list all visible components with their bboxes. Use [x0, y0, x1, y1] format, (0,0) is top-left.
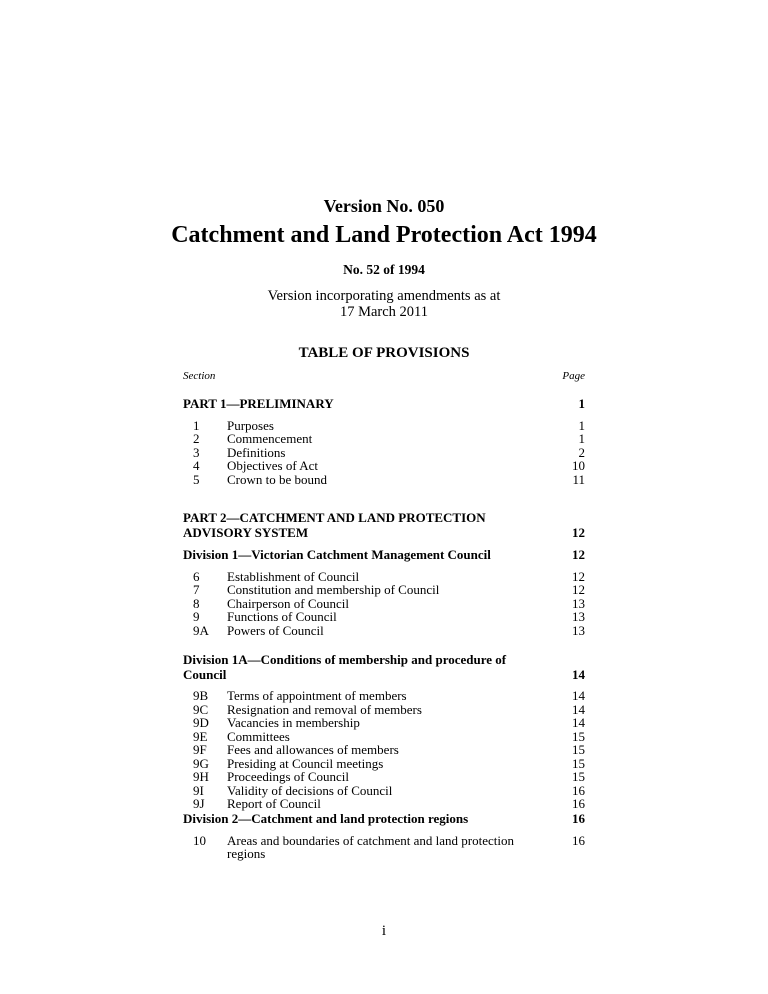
toc-entry-title: Establishment of Council — [227, 568, 360, 584]
toc-entry-title: Resignation and removal of members — [227, 701, 422, 717]
toc-entry-title: Powers of Council — [227, 622, 324, 638]
toc-group — [183, 548, 585, 637]
toc-entry-title: Validity of decisions of Council — [227, 782, 393, 798]
page-number: i — [381, 923, 387, 939]
toc-heading-page: 12 — [572, 524, 585, 540]
toc-entry[interactable] — [183, 624, 585, 638]
act-title: Catchment and Land Protection Act 1994 — [171, 222, 597, 248]
toc-heading-line: Division 1—Victorian Catchment Management Council — [183, 547, 491, 562]
toc-entry-title: Fees and allowances of members — [227, 742, 399, 757]
toc-entry-page: 15 — [572, 742, 585, 757]
toc-heading-title — [183, 812, 545, 827]
toc-entry-page: 14 — [572, 715, 585, 730]
toc-entry-page: 12 — [572, 582, 585, 597]
incorporating-note — [0, 288, 768, 320]
toc-entry-title: Terms of appointment of members — [227, 688, 407, 703]
toc-entry[interactable] — [183, 716, 585, 730]
toc-entry-num: 9F — [193, 742, 207, 757]
toc-entry[interactable] — [183, 459, 585, 473]
toc-entry-page: 14 — [572, 701, 585, 717]
toc-entry-page: 14 — [572, 688, 585, 703]
toc-heading-page: 12 — [572, 547, 585, 562]
toc-entry-title: Presiding at Council meetings — [227, 755, 384, 771]
toc-entry[interactable] — [183, 583, 585, 597]
toc-heading-title — [183, 548, 545, 563]
toc-entry[interactable] — [183, 797, 585, 811]
toc-entry-page: 11 — [572, 471, 585, 487]
section-column-label: Section — [183, 370, 216, 382]
toc-entry-title: Proceedings of Council — [227, 769, 350, 784]
toc-entry[interactable] — [183, 610, 585, 624]
toc-entry-num: 9J — [193, 796, 205, 811]
toc-entry[interactable] — [183, 689, 585, 703]
incorporating-date: 17 March 2011 — [339, 304, 429, 320]
toc-entry-num: 9 — [193, 609, 200, 624]
incorporating-line: Version incorporating amendments as at — [267, 288, 501, 304]
toc-entry[interactable] — [183, 730, 585, 744]
toc-entry-num: 9G — [193, 755, 209, 771]
toc-entry-title: Purposes — [227, 417, 274, 433]
toc-heading-title — [183, 653, 545, 682]
toc-entry-num: 9E — [193, 728, 208, 744]
toc-entry-title: Vacancies in membership — [227, 715, 360, 730]
toc-heading[interactable] — [183, 548, 585, 563]
toc-heading[interactable] — [183, 511, 585, 540]
toc-entry-num: 9A — [193, 622, 209, 638]
toc-entry-num: 9H — [193, 769, 209, 784]
toc-entry-num: 9I — [193, 782, 204, 798]
toc-heading-line: ADVISORY SYSTEM — [183, 524, 309, 540]
toc-entry[interactable] — [183, 597, 585, 611]
toc-entry-page: 13 — [572, 595, 585, 611]
toc-entry-num: 7 — [193, 582, 200, 597]
toc-entry-title: Chairperson of Council — [227, 595, 350, 611]
toc-entry[interactable] — [183, 473, 585, 487]
toc-entry-num: 9C — [193, 701, 209, 717]
toc-entry-title: Functions of Council — [227, 609, 337, 624]
toc-entry-title: Report of Council — [227, 796, 321, 811]
toc-entry-page: 10 — [572, 458, 585, 473]
toc-group — [183, 511, 585, 540]
toc-heading-line: Division 1A—Conditions of membership and procedure of Council — [183, 652, 507, 682]
toc-heading-title — [183, 397, 545, 412]
toc-entry-num: 3 — [193, 444, 200, 460]
toc-heading[interactable] — [183, 397, 585, 412]
toc-entry-page: 1 — [578, 417, 585, 433]
toc-entry-title: Committees — [227, 728, 290, 744]
toc-entry-num: 10 — [193, 832, 206, 848]
page-column-label: Page — [562, 370, 585, 382]
toc-entry[interactable] — [183, 432, 585, 446]
toc-entry-page: 1 — [578, 431, 585, 446]
toc-entry-num: 9D — [193, 715, 209, 730]
version-number: Version No. 050 — [323, 196, 445, 216]
toc-entry-page: 16 — [572, 782, 585, 798]
toc-entry-num: 6 — [193, 568, 200, 584]
toc-entry-page: 12 — [572, 568, 585, 584]
toc-entry-title: Constitution and membership of Council — [227, 582, 440, 597]
toc-entry-title: Areas and boundaries of catchment and land protection regions — [227, 832, 514, 861]
toc-entry-title: Objectives of Act — [227, 458, 318, 473]
toc-heading[interactable] — [183, 653, 585, 682]
toc-group — [183, 397, 585, 486]
toc-heading-page: 14 — [572, 666, 585, 682]
toc-entry-title: Commencement — [227, 431, 313, 446]
toc-entry-num: 8 — [193, 595, 200, 611]
toc-heading-page: 1 — [578, 396, 585, 411]
toc-entry-page: 15 — [572, 728, 585, 744]
toc-entry[interactable] — [183, 770, 585, 784]
toc-entry-page: 13 — [572, 609, 585, 624]
toc-entry-page: 13 — [572, 622, 585, 638]
toc-entry[interactable] — [183, 419, 585, 433]
toc-heading-line: Division 2—Catchment and land protection regions — [183, 811, 469, 826]
toc-entry-page: 16 — [572, 832, 585, 848]
toc-title: TABLE OF PROVISIONS — [298, 345, 470, 361]
toc-group — [183, 811, 585, 861]
toc-entry[interactable] — [183, 446, 585, 460]
toc-entry[interactable] — [183, 832, 585, 861]
toc-entry[interactable] — [183, 570, 585, 584]
toc-entry-title: Definitions — [227, 444, 286, 460]
toc-heading-page: 16 — [572, 811, 585, 826]
toc-entry[interactable] — [183, 784, 585, 798]
act-number: No. 52 of 1994 — [343, 262, 425, 277]
toc-group — [183, 653, 585, 811]
toc-heading-title — [183, 511, 545, 540]
toc-heading[interactable] — [183, 812, 585, 827]
toc-heading-line: PART 2—CATCHMENT AND LAND PROTECTION — [183, 510, 486, 525]
toc-entry-page: 15 — [572, 755, 585, 771]
toc-entry-num: 4 — [193, 458, 200, 473]
toc-entry[interactable] — [183, 757, 585, 771]
toc-entry[interactable] — [183, 743, 585, 757]
toc-entry-num: 1 — [193, 417, 200, 433]
toc-entry-page: 16 — [572, 796, 585, 811]
toc-entry-page: 15 — [572, 769, 585, 784]
toc-entry-num: 5 — [193, 471, 200, 487]
toc-entry-num: 9B — [193, 688, 209, 703]
toc-entry-num: 2 — [193, 431, 200, 446]
toc-entry-page: 2 — [578, 444, 585, 460]
toc-entry[interactable] — [183, 703, 585, 717]
toc-heading-line: PART 1—PRELIMINARY — [183, 396, 334, 411]
toc-entry-title: Crown to be bound — [227, 471, 328, 487]
